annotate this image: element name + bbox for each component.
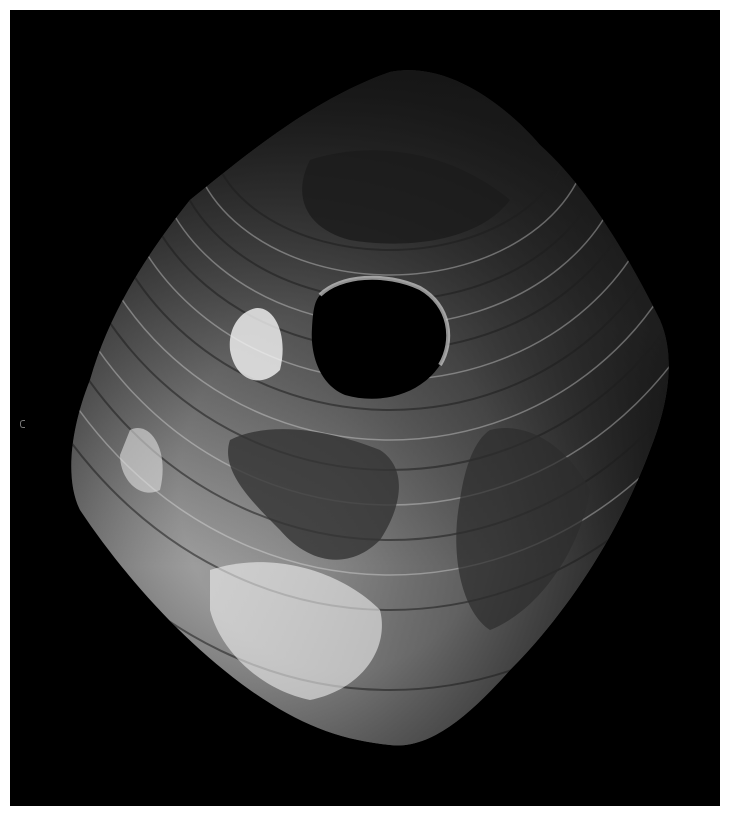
photo-plate — [10, 10, 720, 806]
shell — [10, 10, 720, 806]
shell-photograph — [10, 10, 720, 806]
margin-mark — [20, 420, 25, 428]
